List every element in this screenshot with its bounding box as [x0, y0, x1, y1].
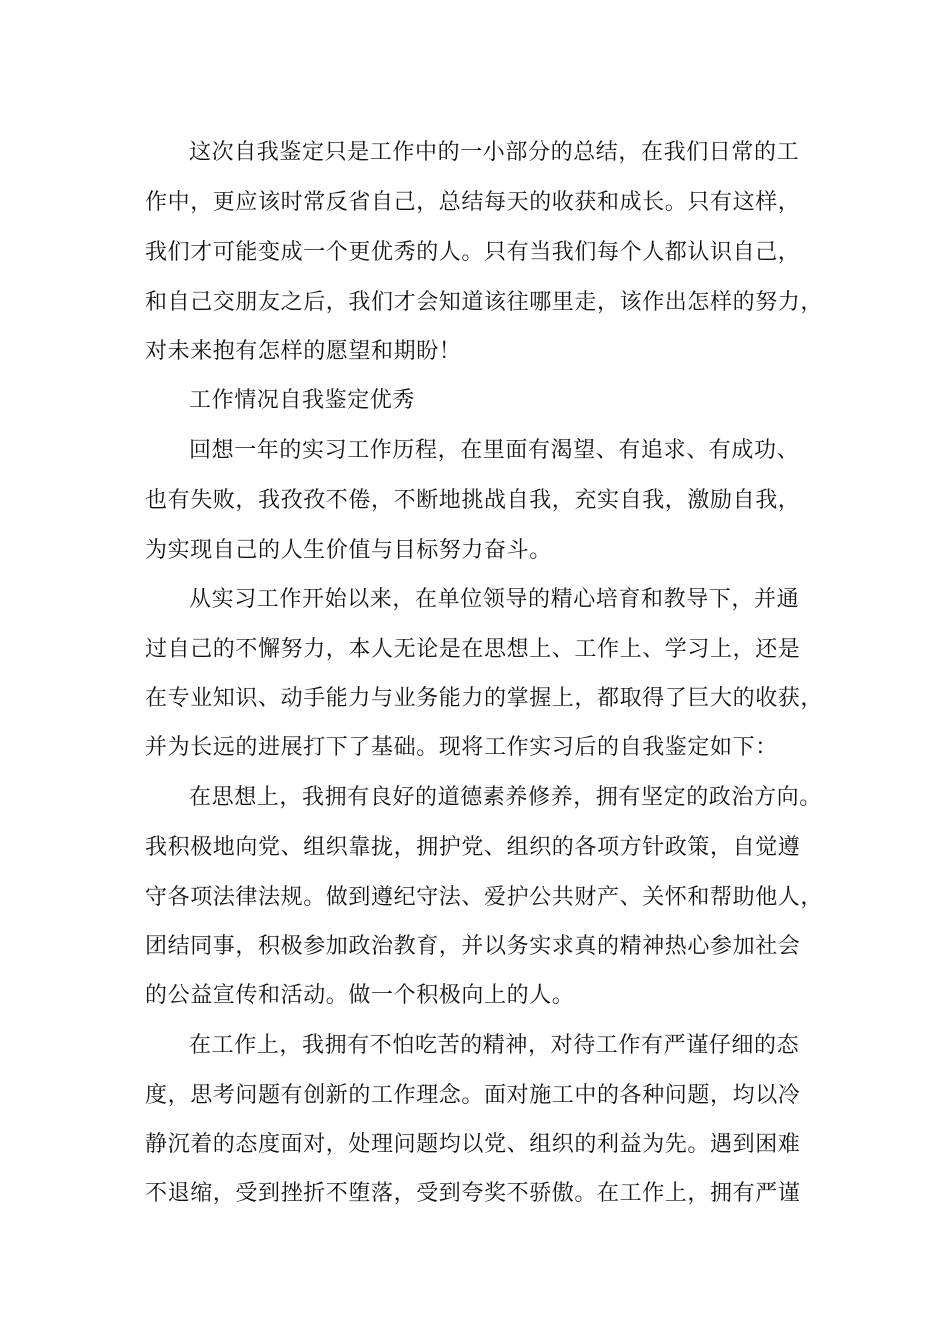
- text-line: 对未来抱有怎样的愿望和期盼！: [145, 339, 462, 364]
- text-line: 这次自我鉴定只是工作中的一小部分的总结，在我们日常的工: [189, 140, 800, 165]
- text-line: 过自己的不懈努力，本人无论是在思想上、工作上、学习上，还是: [145, 637, 801, 662]
- text-line: 作中，更应该时常反省自己，总结每天的收获和成长。只有这样，: [145, 190, 801, 215]
- text-line: 从实习工作开始以来，在单位领导的精心培育和教导下，并通: [189, 587, 800, 612]
- text-line: 在工作上，我拥有不怕吃苦的精神，对待工作有严谨仔细的态: [189, 1033, 800, 1058]
- text-line: 我们才可能变成一个更优秀的人。只有当我们每个人都认识自己，: [145, 240, 801, 265]
- text-line: 的公益宣传和活动。做一个积极向上的人。: [145, 983, 575, 1008]
- text-line: 不退缩，受到挫折不堕落，受到夸奖不骄傲。在工作上，拥有严谨: [145, 1181, 801, 1206]
- text-line: 度，思考问题有创新的工作理念。面对施工中的各种问题，均以冷: [145, 1083, 801, 1108]
- text-line: 也有失败，我孜孜不倦，不断地挑战自我，充实自我，激励自我，: [145, 488, 801, 513]
- text-line: 静沉着的态度面对，处理问题均以党、组织的利益为先。遇到困难: [145, 1132, 801, 1157]
- text-line: 团结同事，积极参加政治教育，并以务实求真的精神热心参加社会: [145, 934, 801, 959]
- text-line: 在思想上，我拥有良好的道德素养修养，拥有坚定的政治方向。: [189, 785, 822, 810]
- text-line: 我积极地向党、组织靠拢，拥护党、组织的各项方针政策，自觉遵: [145, 835, 801, 860]
- text-line: 守各项法律法规。做到遵纪守法、爱护公共财产、关怀和帮助他人，: [145, 885, 824, 910]
- section-heading: 工作情况自我鉴定优秀: [189, 388, 416, 413]
- text-line: 和自己交朋友之后，我们才会知道该往哪里走，该作出怎样的努力，: [145, 290, 824, 315]
- text-line: 为实现自己的人生价值与目标努力奋斗。: [145, 538, 552, 563]
- text-line: 并为长远的进展打下了基础。现将工作实习后的自我鉴定如下：: [145, 735, 778, 760]
- text-line: 回想一年的实习工作历程，在里面有渴望、有追求、有成功、: [189, 438, 800, 463]
- text-line: 在专业知识、动手能力与业务能力的掌握上，都取得了巨大的收获，: [145, 686, 824, 711]
